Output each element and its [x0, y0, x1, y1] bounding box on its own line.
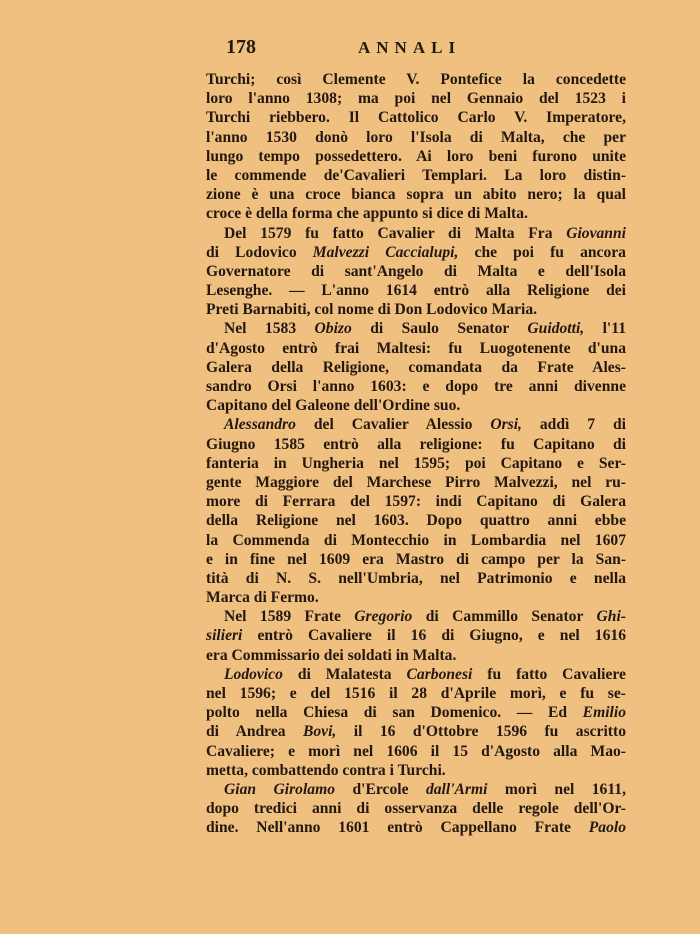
italic-name: Paolo	[588, 819, 626, 837]
text-segment: dine. Nell'anno 1601 entrò Cappellano Frate	[206, 819, 589, 837]
text-line	[206, 204, 626, 223]
italic-name: Giovanni	[566, 224, 626, 242]
text-segment: del Cavalier Alessio	[295, 416, 491, 434]
text-segment: di Malatesta	[282, 665, 407, 683]
text-segment: di Saulo Senator	[351, 320, 528, 338]
text-segment: morì nel 1611,	[487, 780, 626, 798]
text-segment: dopo tredici anni di osservanza delle regole dell'Or-	[206, 800, 626, 818]
text-line	[206, 742, 626, 761]
text-segment: loro l'anno 1308; ma poi nel Gennaio del 1523 i	[206, 90, 626, 108]
text-segment: entrò Cavaliere il 16 di Giugno, e nel 1616	[242, 627, 626, 645]
text-segment: more di Ferrara del 1597: indi Capitano di Galera	[206, 493, 626, 511]
text-line	[206, 147, 626, 166]
text-segment: tità di N. S. nell'Umbria, nel Patrimonio e nella	[206, 569, 626, 587]
text-line	[206, 396, 626, 415]
text-segment: gente Maggiore del Marchese Pirro Malvezzi, nel ru-	[206, 473, 626, 491]
text-line	[206, 339, 626, 358]
italic-name: Emilio	[582, 704, 626, 722]
italic-name: Ghi-	[596, 608, 626, 626]
text-line	[206, 243, 626, 262]
italic-name: Guidotti,	[527, 320, 585, 338]
italic-name: Gian Girolamo	[224, 780, 336, 798]
text-segment: era Commissario dei soldati in Malta.	[206, 646, 457, 664]
text-line	[206, 435, 626, 454]
text-line	[206, 588, 626, 607]
text-line	[206, 626, 626, 645]
text-line	[206, 224, 626, 243]
italic-name: Lodovico	[224, 665, 283, 683]
text-segment: di Andrea	[206, 723, 303, 741]
text-line	[206, 780, 626, 799]
running-title: ANNALI	[358, 38, 462, 57]
text-segment: Turchi; così Clemente V. Pontefice la concedette	[206, 71, 626, 88]
text-segment: che poi fu ancora	[458, 243, 626, 261]
italic-name: silieri	[206, 627, 243, 645]
italic-name: Orsi,	[490, 416, 522, 434]
text-segment: il 16 d'Ottobre 1596 fu ascritto	[336, 723, 626, 741]
text-line	[206, 358, 626, 377]
text-line	[206, 473, 626, 492]
text-segment: lungo tempo possedettero. Ai loro beni furono unite	[206, 147, 626, 165]
text-line	[206, 281, 626, 300]
text-line	[206, 166, 626, 185]
text-segment: Lesenghe. — L'anno 1614 entrò alla Religione dei	[206, 282, 626, 300]
text-line	[206, 646, 626, 665]
italic-name: Bovi,	[302, 723, 337, 741]
page-number: 178	[226, 36, 256, 58]
text-line	[206, 818, 626, 837]
text-segment: fu fatto Cavaliere	[472, 665, 626, 683]
text-line	[206, 128, 626, 147]
text-line	[206, 607, 626, 626]
text-segment: Capitano del Galeone dell'Ordine suo.	[206, 397, 461, 415]
text-segment: della Religione nel 1603. Dopo quattro anni ebbe	[206, 512, 626, 530]
text-segment: la Commenda di Montecchio in Lombardia nel 1607	[206, 531, 626, 549]
text-line	[206, 569, 626, 588]
text-line	[206, 300, 626, 319]
text-segment: Turchi riebbero. Il Cattolico Carlo V. Imperatore,	[206, 109, 626, 127]
text-segment: polto nella Chiesa di san Domenico. — Ed	[206, 704, 583, 722]
text-segment: l'anno 1530 donò loro l'Isola di Malta, che per	[206, 128, 626, 146]
text-line	[206, 89, 626, 108]
text-line	[206, 722, 626, 741]
text-segment: sandro Orsi l'anno 1603: e dopo tre anni divenne	[206, 378, 626, 395]
text-segment: Giugno 1585 entrò alla religione: fu Capitano di	[206, 435, 626, 453]
text-segment: Nel 1583	[224, 320, 315, 338]
text-segment: d'Agosto entrò frai Maltesi: fu Luogotenente d'una	[206, 339, 626, 357]
text-line	[206, 185, 626, 204]
text-segment: Nel 1589 Frate	[224, 608, 355, 626]
text-segment: e in fine nel 1609 era Mastro di campo per la San-	[206, 550, 626, 568]
text-line	[206, 703, 626, 722]
italic-name: Gregorio	[354, 608, 413, 626]
text-segment: Del 1579 fu fatto Cavalier di Malta Fra	[224, 224, 567, 242]
italic-name: Alessandro	[224, 416, 296, 434]
text-line	[206, 492, 626, 511]
text-line	[206, 70, 626, 89]
italic-name: Malvezzi Caccialupi,	[312, 243, 459, 261]
text-line	[206, 262, 626, 281]
text-segment: l'11	[584, 320, 626, 338]
text-segment: Marca di Fermo.	[206, 589, 319, 607]
text-segment: nel 1596; e del 1516 il 28 d'Aprile morì, e fu se-	[206, 685, 626, 702]
text-line	[206, 377, 626, 396]
text-line	[206, 108, 626, 127]
text-segment: di Lodovico	[206, 243, 313, 261]
text-segment: metta, combattendo contra i Turchi.	[206, 761, 446, 779]
text-line	[206, 454, 626, 473]
text-line	[206, 799, 626, 818]
text-line	[206, 761, 626, 780]
italic-name: dall'Armi	[425, 780, 488, 798]
text-segment: Galera della Religione, comandata da Frate Ales-	[206, 358, 626, 376]
text-segment: Cavaliere; e morì nel 1606 il 15 d'Agosto alla Mao-	[206, 742, 626, 760]
text-segment: Preti Barnabiti, col nome di Don Lodovico Maria.	[206, 301, 538, 319]
page-header	[206, 36, 626, 62]
text-line	[206, 511, 626, 530]
text-segment: addì 7 di	[521, 416, 626, 434]
italic-name: Obizo	[314, 320, 352, 338]
text-segment: zione è una croce bianca sopra un abito nero; la qual	[206, 186, 626, 204]
text-segment: di Cammillo Senator	[412, 608, 597, 626]
text-segment: Governatore di sant'Angelo di Malta e dell'Isola	[206, 262, 626, 280]
text-segment: le commende de'Cavalieri Templari. La loro distin-	[206, 166, 626, 184]
text-line	[206, 665, 626, 684]
text-line	[206, 684, 626, 703]
text-segment: d'Ercole	[335, 780, 426, 798]
text-segment: fanteria in Ungheria nel 1595; poi Capitano e Ser-	[206, 454, 626, 472]
body-text	[206, 70, 626, 838]
text-line	[206, 550, 626, 569]
text-line	[206, 531, 626, 550]
italic-name: Carbonesi	[406, 665, 473, 683]
text-segment: croce è della forma che appunto si dice di Malta.	[206, 205, 528, 223]
text-line	[206, 319, 626, 338]
text-line	[206, 415, 626, 434]
